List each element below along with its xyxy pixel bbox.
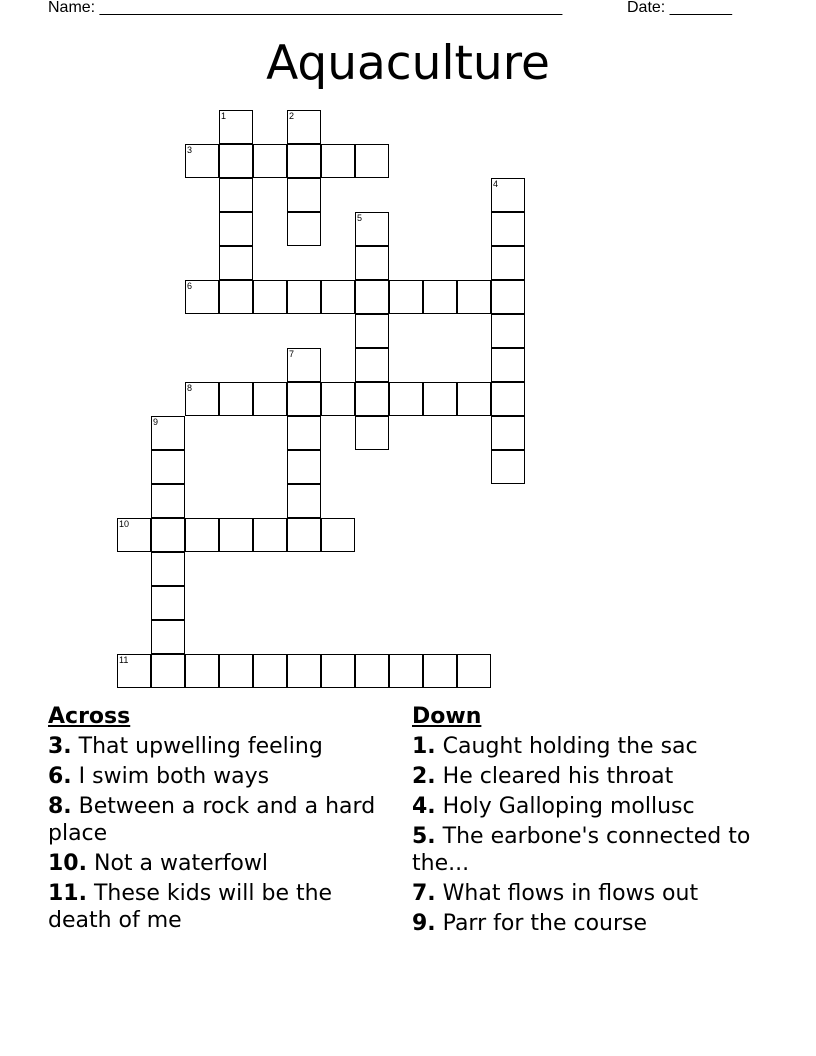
grid-cell[interactable] [253,144,287,178]
clue-number-label: 5 [357,213,363,223]
grid-cell[interactable] [185,518,219,552]
grid-cell[interactable] [287,654,321,688]
clue-number-label: 11 [119,655,129,665]
clue-text: Parr for the course [442,911,648,936]
clue-number-label: 2 [289,111,295,121]
grid-cell[interactable] [219,382,253,416]
grid-cell[interactable] [355,280,389,314]
clue-number-label: 9 [153,417,159,427]
grid-cell[interactable] [355,348,389,382]
grid-cell[interactable] [253,382,287,416]
down-heading: Down [412,704,482,729]
grid-cell[interactable] [253,280,287,314]
clue-text: The earbone's connected to the... [412,824,751,876]
grid-cell[interactable] [219,280,253,314]
grid-cell[interactable] [185,280,219,314]
clue-number-label: 7 [289,349,295,359]
date-field-label: Date: _______ [627,0,732,16]
grid-cell[interactable] [457,280,491,314]
grid-cell[interactable] [185,144,219,178]
down-clue [412,793,772,820]
grid-cell[interactable] [491,178,525,212]
across-clue [48,733,378,760]
clue-number: 10. [48,851,87,876]
down-clue [412,880,772,907]
across-clue [48,880,378,934]
clue-number: 6. [48,764,72,789]
grid-cell[interactable] [389,382,423,416]
grid-cell[interactable] [287,110,321,144]
grid-cell[interactable] [355,416,389,450]
grid-cell[interactable] [389,654,423,688]
grid-cell[interactable] [219,178,253,212]
grid-cell[interactable] [287,450,321,484]
grid-cell[interactable] [423,280,457,314]
grid-cell[interactable] [491,450,525,484]
grid-cell[interactable] [185,382,219,416]
clue-number: 1. [412,734,436,759]
grid-cell[interactable] [151,484,185,518]
down-clues [412,703,772,940]
across-clue [48,850,378,877]
clue-number-label: 6 [187,281,193,291]
grid-cell[interactable] [185,654,219,688]
grid-cell[interactable] [321,382,355,416]
grid-cell[interactable] [287,178,321,212]
clue-text: These kids will be the death of me [48,881,333,933]
grid-cell[interactable] [219,518,253,552]
grid-cell[interactable] [287,382,321,416]
grid-cell[interactable] [287,484,321,518]
grid-cell[interactable] [491,416,525,450]
grid-cell[interactable] [423,382,457,416]
grid-cell[interactable] [219,654,253,688]
grid-cell[interactable] [389,280,423,314]
clue-number: 7. [412,881,436,906]
clue-number: 4. [412,794,436,819]
grid-cell[interactable] [219,144,253,178]
grid-cell[interactable] [491,212,525,246]
grid-cell[interactable] [287,280,321,314]
grid-cell[interactable] [287,416,321,450]
grid-cell[interactable] [457,382,491,416]
grid-cell[interactable] [491,348,525,382]
grid-cell[interactable] [491,314,525,348]
grid-cell[interactable] [151,416,185,450]
clue-text: That upwelling feeling [78,734,323,759]
puzzle-title: Aquaculture [266,36,550,91]
grid-cell[interactable] [355,382,389,416]
clue-number-label: 1 [221,111,227,121]
clue-text: What flows in flows out [442,881,699,906]
across-clue [48,763,378,790]
grid-cell[interactable] [151,620,185,654]
clue-number: 3. [48,734,72,759]
grid-cell[interactable] [321,144,355,178]
across-clues [48,703,378,937]
clue-number: 11. [48,881,87,906]
grid-cell[interactable] [253,654,287,688]
clue-text: I swim both ways [78,764,270,789]
grid-cell[interactable] [491,246,525,280]
clue-text: He cleared his throat [442,764,674,789]
grid-cell[interactable] [491,280,525,314]
grid-cell[interactable] [117,654,151,688]
grid-cell[interactable] [151,586,185,620]
clue-text: Not a waterfowl [93,851,268,876]
down-clue [412,763,772,790]
down-clue [412,823,772,877]
grid-cell[interactable] [219,246,253,280]
clue-number: 9. [412,911,436,936]
clue-number-label: 4 [493,179,499,189]
grid-cell[interactable] [457,654,491,688]
grid-cell[interactable] [151,518,185,552]
grid-cell[interactable] [355,654,389,688]
name-field-label: Name: ____________________________________________________ [48,0,563,16]
across-heading: Across [48,704,131,729]
clue-number-label: 8 [187,383,193,393]
clue-number: 8. [48,794,72,819]
across-clue [48,793,378,847]
grid-cell[interactable] [355,144,389,178]
clue-number: 5. [412,824,436,849]
grid-cell[interactable] [287,348,321,382]
grid-cell[interactable] [151,552,185,586]
clue-number-label: 10 [119,519,130,529]
grid-cell[interactable] [219,212,253,246]
grid-cell[interactable] [253,518,287,552]
grid-cell[interactable] [151,450,185,484]
clue-text: Caught holding the sac [442,734,698,759]
grid-cell[interactable] [355,212,389,246]
grid-cell[interactable] [321,518,355,552]
grid-cell[interactable] [355,314,389,348]
grid-cell[interactable] [117,518,151,552]
down-clue [412,733,772,760]
grid-cell[interactable] [321,654,355,688]
grid-cell[interactable] [287,518,321,552]
grid-cell[interactable] [151,654,185,688]
grid-cell[interactable] [321,280,355,314]
grid-cell[interactable] [491,382,525,416]
grid-cell[interactable] [423,654,457,688]
grid-cell[interactable] [355,246,389,280]
grid-cell[interactable] [219,110,253,144]
clue-text: Holy Galloping mollusc [442,794,695,819]
clue-number-label: 3 [187,145,193,155]
grid-cell[interactable] [287,212,321,246]
down-clue [412,910,772,937]
clue-number: 2. [412,764,436,789]
grid-cell[interactable] [287,144,321,178]
clue-text: Between a rock and a hard place [48,794,376,846]
